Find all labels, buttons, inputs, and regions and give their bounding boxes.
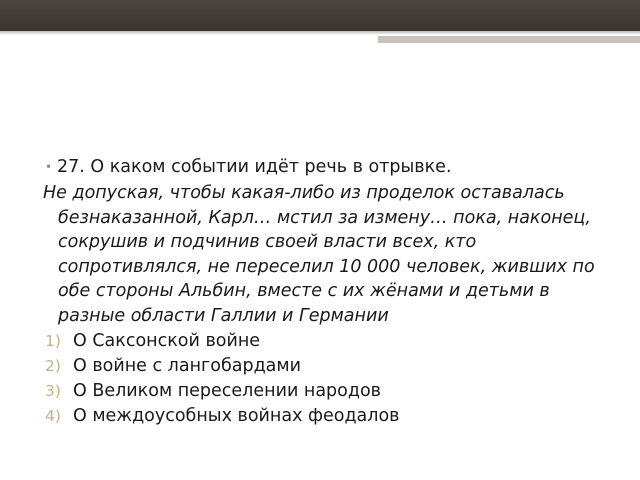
question-item	[0, 155, 640, 181]
answer-option	[0, 404, 640, 429]
option-text: О Саксонской войне	[73, 330, 261, 351]
answer-option	[0, 379, 640, 404]
option-text: О Великом переселении народов	[73, 380, 381, 401]
top-header-bar	[0, 0, 640, 31]
header-accent-strip	[378, 36, 640, 43]
option-number: 4)	[45, 406, 61, 425]
answer-option	[0, 329, 640, 354]
option-number: 2)	[45, 356, 61, 375]
bullet-dot-icon: •	[45, 160, 53, 174]
question-text: 27. О каком событии идёт речь в отрывке.	[57, 157, 452, 177]
option-number: 1)	[45, 331, 61, 350]
header-shadow	[0, 31, 640, 35]
option-text: О междоусобных войнах феодалов	[73, 405, 400, 426]
slide-content	[0, 155, 640, 429]
option-text: О войне с лангобардами	[73, 355, 301, 376]
answer-option	[0, 354, 640, 379]
answer-options	[0, 329, 640, 429]
option-number: 3)	[45, 381, 61, 400]
source-excerpt: Не допуская, чтобы какая-либо из проделок оставалась безнаказанной, Карл… мстил за измену… пока, наконец, сокрушив и подчинив своей власти всех, кто сопротивлялся, не переселил 10 000 человек, живших по обе стороны Альбин, вместе с их жёнами и детьми в разные области Галлии и Германии	[43, 183, 595, 326]
